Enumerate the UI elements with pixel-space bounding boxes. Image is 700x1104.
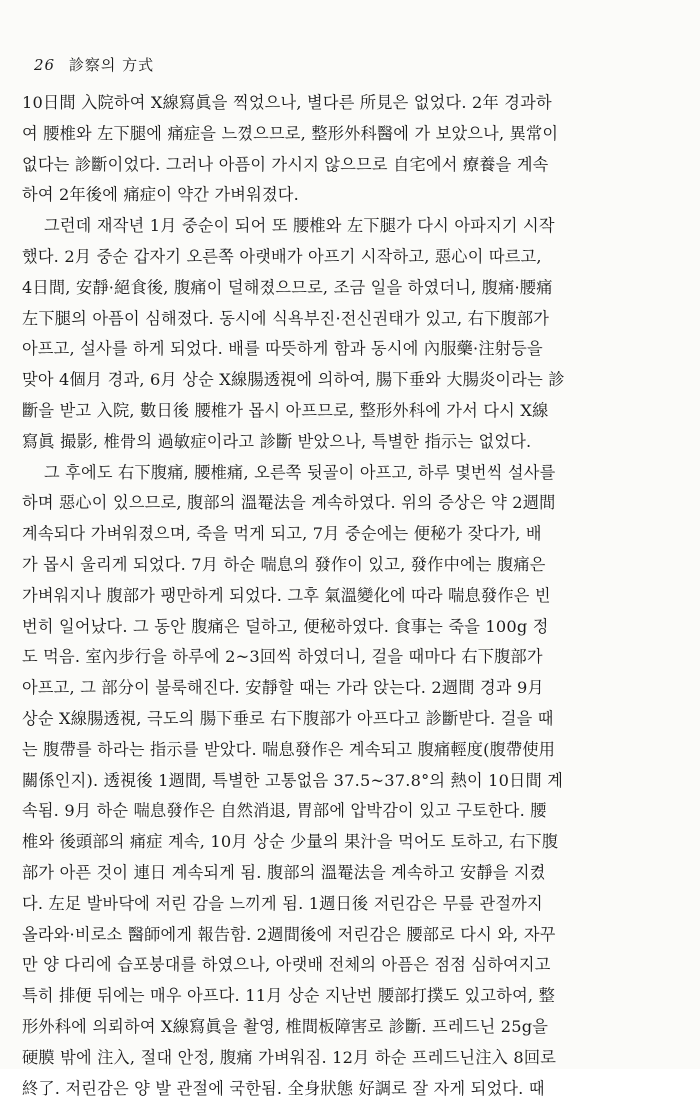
text-line: 했다. 2月 중순 갑자기 오른쪽 아랫배가 아프기 시작하고, 惡心이 따르고,: [22, 242, 686, 273]
text-line: 椎와 後頭部의 痛症 계속, 10月 상순 少量의 果汁을 먹어도 토하고, 右下腹: [22, 827, 686, 858]
text-line: 올라와·비로소 醫師에게 報告함. 2週間後에 저린감은 腰部로 다시 와, 자꾸: [22, 920, 686, 951]
text-line: 도 먹음. 室內步行을 하루에 2~3回씩 하였더니, 걸을 때마다 右下腹部가: [22, 642, 686, 673]
text-line: 없다는 診斷이었다. 그러나 아픔이 가시지 않으므로 自宅에서 療養을 계속: [22, 150, 686, 181]
text-line: 는 腹帶를 하라는 指示를 받았다. 喘息發作은 계속되고 腹痛輕度(腹帶使用: [22, 735, 686, 766]
text-line: 形外科에 의뢰하여 X線寫眞을 촬영, 椎間板障害로 診斷. 프레드닌 25g을: [22, 1012, 686, 1043]
text-line: 硬膜 밖에 注入, 절대 안정, 腹痛 가벼워짐. 12月 하순 프레드닌注入 8回로: [22, 1043, 686, 1074]
text-line: 左下腿의 아픔이 심해졌다. 동시에 식욕부진·전신권태가 있고, 右下腹部가: [22, 304, 686, 335]
text-line: 寫眞 撮影, 椎骨의 過敏症이라고 診斷 받았으나, 특별한 指示는 없었다.: [22, 427, 686, 458]
text-line: 계속되다 가벼워졌으며, 죽을 먹게 되고, 7月 중순에는 便秘가 잦다가, 배: [22, 519, 686, 550]
page-number: 26: [34, 56, 55, 74]
text-line: 가벼워지나 腹部가 팽만하게 되었다. 그후 氣溫變化에 따라 喘息發作은 빈: [22, 581, 686, 612]
text-line: 하여 2年後에 痛症이 약간 가벼워졌다.: [22, 180, 686, 211]
running-head: [34, 54, 154, 75]
text-line: 만 양 다리에 습포붕대를 하였으나, 아랫배 전체의 아픔은 점점 심하여지고: [22, 950, 686, 981]
text-line: 4日間, 安靜·絕食後, 腹痛이 덜해졌으므로, 조금 일을 하였더니, 腹痛·腰痛: [22, 273, 686, 304]
text-line: 아프고, 설사를 하게 되었다. 배를 따뜻하게 함과 동시에 內服藥·注射등을: [22, 334, 686, 365]
text-line: 部가 아픈 것이 連日 계속되게 됨. 腹部의 溫罨法을 계속하고 安靜을 지켰: [22, 858, 686, 889]
text-line: 關係인지). 透視後 1週間, 특별한 고통없음 37.5~37.8°의 熱이 10日間 계: [22, 766, 686, 797]
body-text: [22, 88, 686, 1104]
chapter-title: 診察의 方式: [69, 56, 154, 74]
text-line: 하며 惡心이 있으므로, 腹部의 溫罨法을 계속하였다. 위의 증상은 약 2週間: [22, 488, 686, 519]
text-line: 다. 左足 발바닥에 저린 감을 느끼게 됨. 1週日後 저린감은 무릎 관절까지: [22, 889, 686, 920]
text-line: 여 腰椎와 左下腿에 痛症을 느꼈으므로, 整形外科醫에 가 보았으나, 異常이: [22, 119, 686, 150]
text-line: 속됨. 9月 하순 喘息發作은 自然消退, 胃部에 압박감이 있고 구토한다. 腰: [22, 796, 686, 827]
text-line: 번히 일어났다. 그 동안 腹痛은 덜하고, 便秘하였다. 食事는 죽을 100g 정: [22, 612, 686, 643]
text-line: 가 몹시 울리게 되었다. 7月 하순 喘息의 發作이 있고, 發作中에는 腹痛은: [22, 550, 686, 581]
text-line: 상순 X線腸透視, 극도의 腸下垂로 右下腹部가 아프다고 診斷받다. 걸을 때: [22, 704, 686, 735]
text-line: 맞아 4個月 경과, 6月 상순 X線腸透視에 의하여, 腸下垂와 大腸炎이라는 診: [22, 365, 686, 396]
text-line: 10日間 入院하여 X線寫眞을 찍었으나, 별다른 所見은 없었다. 2年 경과하: [22, 88, 686, 119]
paragraph-first-line: 그 후에도 右下腹痛, 腰椎痛, 오른쪽 뒷골이 아프고, 하루 몇번씩 설사를: [22, 458, 686, 489]
text-line: 斷을 받고 入院, 數日後 腰椎가 몹시 아프므로, 整形外科에 가서 다시 X線: [22, 396, 686, 427]
paragraph-first-line: 그런데 재작년 1月 중순이 되어 또 腰椎와 左下腿가 다시 아파지기 시작: [22, 211, 686, 242]
text-line: 終了. 저린감은 양 발 관절에 국한됨. 全身狀態 好調로 잘 자게 되었다. 때: [22, 1074, 686, 1104]
text-line: 아프고, 그 部分이 불룩해진다. 安靜할 때는 가라 앉는다. 2週間 경과 9月: [22, 673, 686, 704]
text-line: 특히 排便 뒤에는 매우 아프다. 11月 상순 지난번 腰部打撲도 있고하여, 整: [22, 981, 686, 1012]
